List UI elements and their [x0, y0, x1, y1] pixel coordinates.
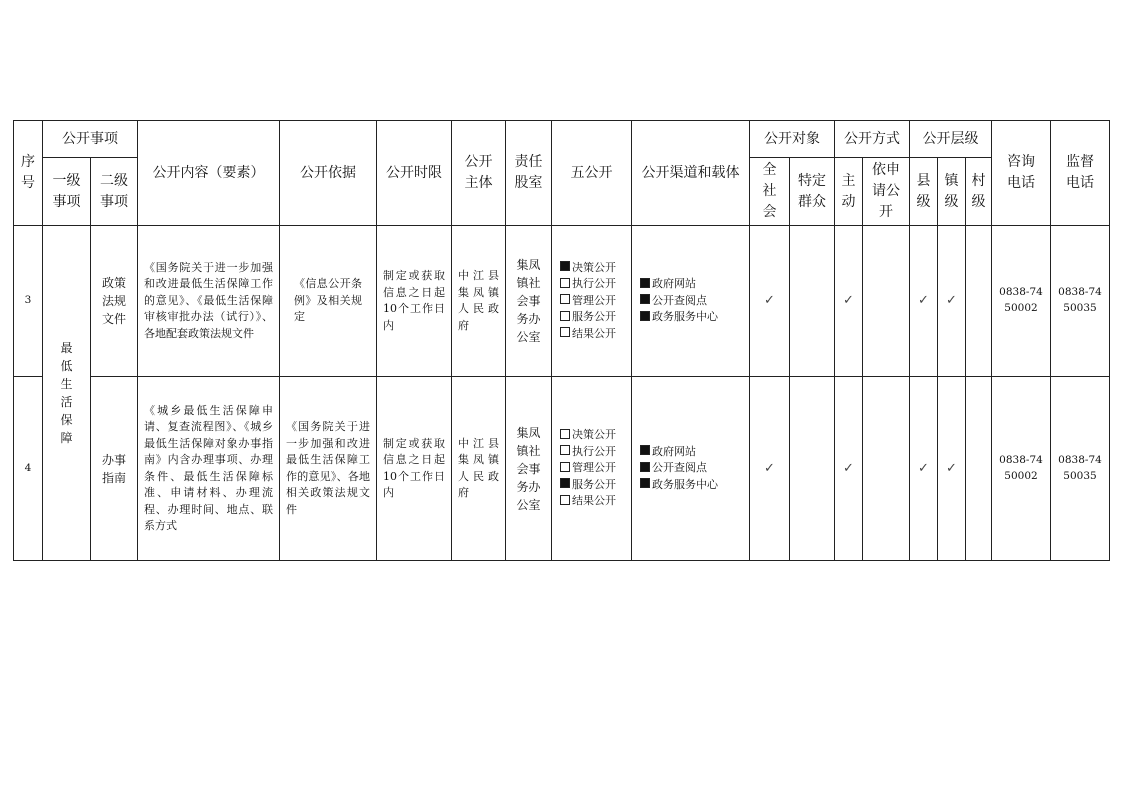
channel-item: 政府网站	[640, 444, 749, 461]
checkbox-icon	[560, 495, 570, 505]
filled-square-icon	[640, 278, 650, 288]
five-open-item: 服务公开	[560, 477, 631, 494]
check-icon: ✓	[910, 226, 938, 377]
row-seq: 3	[14, 226, 43, 377]
header-content: 公开内容（要素）	[138, 121, 280, 226]
basis-cell: 《信息公开条例》及相关规定	[280, 226, 377, 377]
target-specific-mark	[790, 377, 835, 561]
time-limit-cell: 制定或获取信息之日起10个工作日内	[377, 377, 452, 561]
five-open-list	[552, 226, 632, 377]
checkbox-icon	[560, 429, 570, 439]
level-village-mark	[966, 377, 992, 561]
table-row	[14, 377, 1110, 561]
header-subject: 公开主体	[452, 121, 506, 226]
content-cell: 《国务院关于进一步加强和改进最低生活保障工作的意见》、《最低生活保障审核审批办法（试行）》、各地配套政策法规文件	[138, 226, 280, 377]
check-icon: ✓	[835, 226, 863, 377]
five-open-item: 执行公开	[560, 276, 631, 293]
header-target: 公开对象	[750, 121, 835, 158]
channel-list	[632, 226, 750, 377]
disclosure-table	[13, 120, 1110, 561]
header-level-town: 镇级	[938, 158, 966, 226]
subject-cell: 中江县集凤镇人民政府	[452, 226, 506, 377]
method-apply-mark	[863, 377, 910, 561]
filled-square-icon	[640, 478, 650, 488]
header-target-all: 全社会	[750, 158, 790, 226]
five-open-item: 管理公开	[560, 460, 631, 477]
header-level2: 二级事项	[91, 158, 138, 226]
level2-item: 办事指南	[91, 377, 138, 561]
dept-cell: 集凤镇社会事务办公室	[506, 226, 552, 377]
checkbox-icon	[560, 327, 570, 337]
filled-square-icon	[560, 478, 570, 488]
filled-square-icon	[640, 311, 650, 321]
checkbox-icon	[560, 278, 570, 288]
channel-item: 公开查阅点	[640, 293, 749, 310]
row-seq: 4	[14, 377, 43, 561]
check-icon: ✓	[835, 377, 863, 561]
header-target-specific: 特定群众	[790, 158, 835, 226]
target-specific-mark	[790, 226, 835, 377]
header-public-item: 公开事项	[43, 121, 138, 158]
header-dept: 责任股室	[506, 121, 552, 226]
check-icon: ✓	[750, 377, 790, 561]
level1-item: 最低生活保障	[43, 226, 91, 561]
dept-cell: 集凤镇社会事务办公室	[506, 377, 552, 561]
header-channel: 公开渠道和载体	[632, 121, 750, 226]
channel-list	[632, 377, 750, 561]
time-limit-cell: 制定或获取信息之日起10个工作日内	[377, 226, 452, 377]
five-open-item: 管理公开	[560, 293, 631, 310]
filled-square-icon	[640, 445, 650, 455]
five-open-item: 结果公开	[560, 493, 631, 510]
channel-item: 公开查阅点	[640, 460, 749, 477]
five-open-item: 结果公开	[560, 326, 631, 343]
basis-cell: 《国务院关于进一步加强和改进最低生活保障工作的意见》、各地相关政策法规文件	[280, 377, 377, 561]
checkbox-icon	[560, 445, 570, 455]
check-icon: ✓	[938, 226, 966, 377]
five-open-list	[552, 377, 632, 561]
header-method: 公开方式	[835, 121, 910, 158]
checkbox-icon	[560, 311, 570, 321]
header-level-county: 县级	[910, 158, 938, 226]
header-level1: 一级事项	[43, 158, 91, 226]
checkbox-icon	[560, 462, 570, 472]
header-time-limit: 公开时限	[377, 121, 452, 226]
channel-item: 政务服务中心	[640, 477, 749, 494]
header-method-active: 主动	[835, 158, 863, 226]
five-open-item: 服务公开	[560, 309, 631, 326]
method-apply-mark	[863, 226, 910, 377]
header-five-open: 五公开	[552, 121, 632, 226]
header-basis: 公开依据	[280, 121, 377, 226]
channel-item: 政府网站	[640, 276, 749, 293]
header-level: 公开层级	[910, 121, 992, 158]
level-village-mark	[966, 226, 992, 377]
channel-item: 政务服务中心	[640, 309, 749, 326]
filled-square-icon	[640, 294, 650, 304]
five-open-item: 执行公开	[560, 444, 631, 461]
checkbox-icon	[560, 294, 570, 304]
header-level-village: 村级	[966, 158, 992, 226]
filled-square-icon	[560, 261, 570, 271]
supervise-tel: 0838-74 50035	[1051, 377, 1110, 561]
check-icon: ✓	[750, 226, 790, 377]
five-open-item: 决策公开	[560, 260, 631, 277]
check-icon: ✓	[938, 377, 966, 561]
level2-item: 政策法规文件	[91, 226, 138, 377]
check-icon: ✓	[910, 377, 938, 561]
header-consult-tel: 咨询电话	[992, 121, 1051, 226]
header-method-apply: 依申请公开	[863, 158, 910, 226]
five-open-item: 决策公开	[560, 427, 631, 444]
consult-tel: 0838-74 50002	[992, 377, 1051, 561]
header-seq: 序号	[14, 121, 43, 226]
subject-cell: 中江县集凤镇人民政府	[452, 377, 506, 561]
header-supervise-tel: 监督电话	[1051, 121, 1110, 226]
table-row	[14, 226, 1110, 377]
consult-tel: 0838-74 50002	[992, 226, 1051, 377]
filled-square-icon	[640, 462, 650, 472]
content-cell: 《城乡最低生活保障申请、复查流程图》、《城乡最低生活保障对象办事指南》内含办理事项、办理条件、最低生活保障标准、申请材料、办理流程、办理时间、地点、联系方式	[138, 377, 280, 561]
supervise-tel: 0838-74 50035	[1051, 226, 1110, 377]
